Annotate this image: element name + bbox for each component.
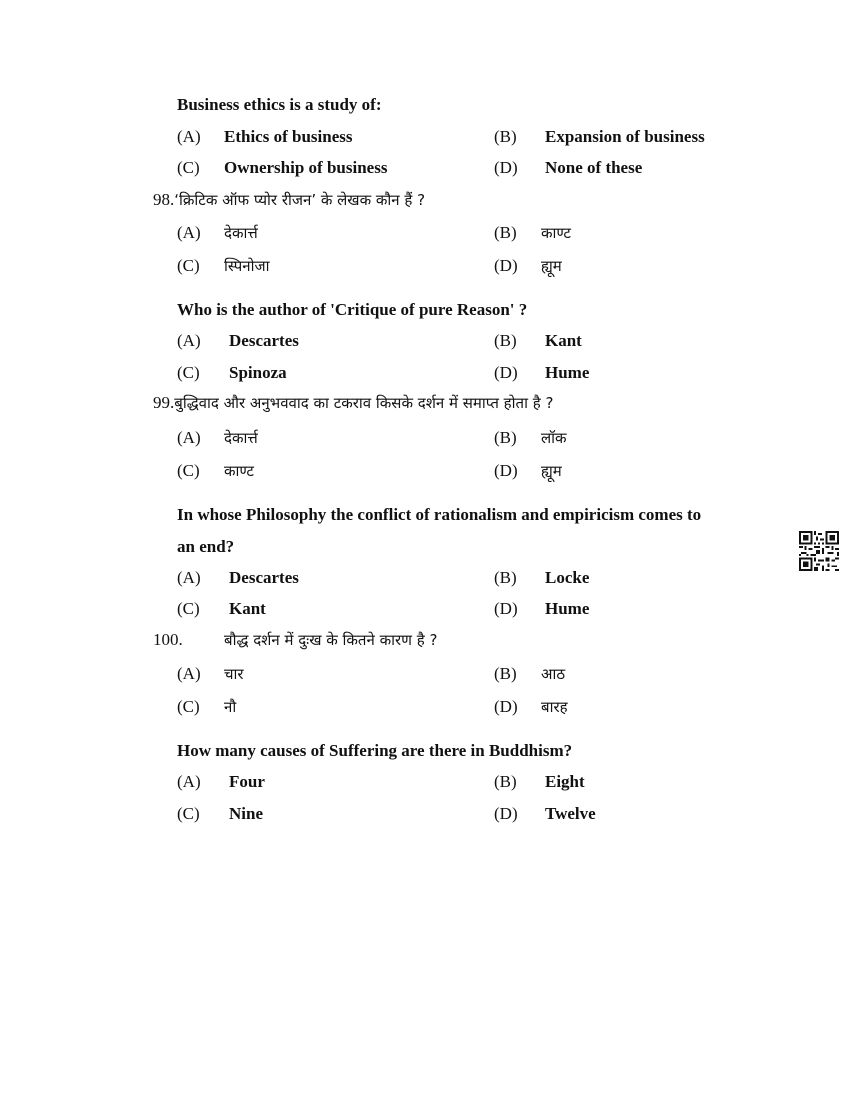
- q98-hi-option-a-letter: (A): [177, 223, 201, 242]
- q98-hi-option-b-letter: (B): [494, 223, 517, 242]
- q97-en-option-a-text: Ethics of business: [224, 127, 353, 146]
- q99-en-option-d-text: Hume: [545, 599, 590, 618]
- q99-hi-option-d-text: ह्यूम: [541, 462, 562, 480]
- q99-en-option-c-text: Kant: [229, 599, 266, 618]
- q100-english-question: How many causes of Suffering are there in Buddhism?: [177, 741, 573, 760]
- q98-en-option-a-text: Descartes: [229, 331, 299, 350]
- q99-hi-option-a-letter: (A): [177, 428, 201, 447]
- q98-hi-option-d-text: ह्यूम: [541, 257, 562, 275]
- q98-hi-option-c-letter: (C): [177, 256, 200, 275]
- q98-hi-option-c-text: स्पिनोजा: [224, 257, 270, 275]
- q98-en-option-d-text: Hume: [545, 363, 590, 382]
- q99-en-option-d-letter: (D): [494, 599, 518, 618]
- q99-hi-option-c-text: काण्ट: [224, 462, 254, 480]
- q99-hi-option-d-letter: (D): [494, 461, 518, 480]
- q99-en-option-c-letter: (C): [177, 599, 200, 618]
- q100-en-option-d-letter: (D): [494, 804, 518, 823]
- q99-en-option-b-text: Locke: [545, 568, 590, 587]
- q100-en-option-c-letter: (C): [177, 804, 200, 823]
- q100-hi-option-d-text: बारह: [541, 698, 568, 716]
- q99-hindi-question: बुद्धिवाद और अनुभववाद का टकराव किसके दर्शन में समाप्त होता है ?: [174, 394, 554, 412]
- q100-en-option-b-text: Eight: [545, 772, 585, 791]
- q98-en-option-c-text: Spinoza: [229, 363, 287, 382]
- q98-hi-option-a-text: देकार्त्त: [224, 224, 258, 242]
- q99-en-option-a-text: Descartes: [229, 568, 299, 587]
- q98-english-question: Who is the author of 'Critique of pure Reason' ?: [177, 300, 528, 319]
- q100-hindi-question: बौद्ध दर्शन में दुःख के कितने कारण है ?: [224, 631, 438, 649]
- q97-en-option-a-letter: (A): [177, 127, 201, 146]
- q100-hi-option-c-text: नौ: [224, 698, 237, 716]
- q100-en-option-a-letter: (A): [177, 772, 201, 791]
- q98-hi-option-b-text: काण्ट: [541, 224, 571, 242]
- q99-hindi-question-row: [153, 393, 553, 413]
- q100-en-option-a-text: Four: [229, 772, 265, 791]
- q98-en-option-a-letter: (A): [177, 331, 201, 350]
- q100-en-option-c-text: Nine: [229, 804, 263, 823]
- q99-hi-option-c-letter: (C): [177, 461, 200, 480]
- q97-en-option-b-letter: (B): [494, 127, 517, 146]
- q100-en-option-d-text: Twelve: [545, 804, 596, 823]
- q97-en-option-c-text: Ownership of business: [224, 158, 388, 177]
- q100-hi-option-b-letter: (B): [494, 664, 517, 683]
- q97-english-question: Business ethics is a study of:: [177, 95, 382, 114]
- q98-number: 98.: [153, 190, 175, 209]
- q98-hindi-question-row: [153, 190, 425, 210]
- q97-en-option-d-text: None of these: [545, 158, 643, 177]
- q97-en-option-d-letter: (D): [494, 158, 518, 177]
- q99-en-option-b-letter: (B): [494, 568, 517, 587]
- q99-number: 99.: [153, 393, 175, 412]
- q99-en-option-a-letter: (A): [177, 568, 201, 587]
- q99-hi-option-b-text: लॉक: [541, 429, 567, 447]
- q100-hi-option-b-text: आठ: [541, 665, 566, 683]
- q99-hi-option-b-letter: (B): [494, 428, 517, 447]
- q100-hi-option-a-text: चार: [224, 665, 244, 683]
- q100-hi-option-a-letter: (A): [177, 664, 201, 683]
- q100-hi-option-d-letter: (D): [494, 697, 518, 716]
- q99-english-question-line1: In whose Philosophy the conflict of rationalism and empiricism comes to: [177, 505, 702, 524]
- q98-hindi-question: ‘क्रिटिक ऑफ प्योर रीजन’ के लेखक कौन हैं ?: [174, 191, 426, 209]
- q98-hi-option-d-letter: (D): [494, 256, 518, 275]
- q100-hi-option-c-letter: (C): [177, 697, 200, 716]
- q100-en-option-b-letter: (B): [494, 772, 517, 791]
- q100-number: 100.: [153, 630, 183, 649]
- q98-en-option-d-letter: (D): [494, 363, 518, 382]
- q99-hi-option-a-text: देकार्त्त: [224, 429, 258, 447]
- q98-en-option-b-text: Kant: [545, 331, 582, 350]
- q98-en-option-c-letter: (C): [177, 363, 200, 382]
- q97-en-option-b-text: Expansion of business: [545, 127, 705, 146]
- q97-en-option-c-letter: (C): [177, 158, 200, 177]
- q99-english-question-line2: an end?: [177, 537, 235, 556]
- qr-code-icon: [799, 531, 839, 571]
- q98-en-option-b-letter: (B): [494, 331, 517, 350]
